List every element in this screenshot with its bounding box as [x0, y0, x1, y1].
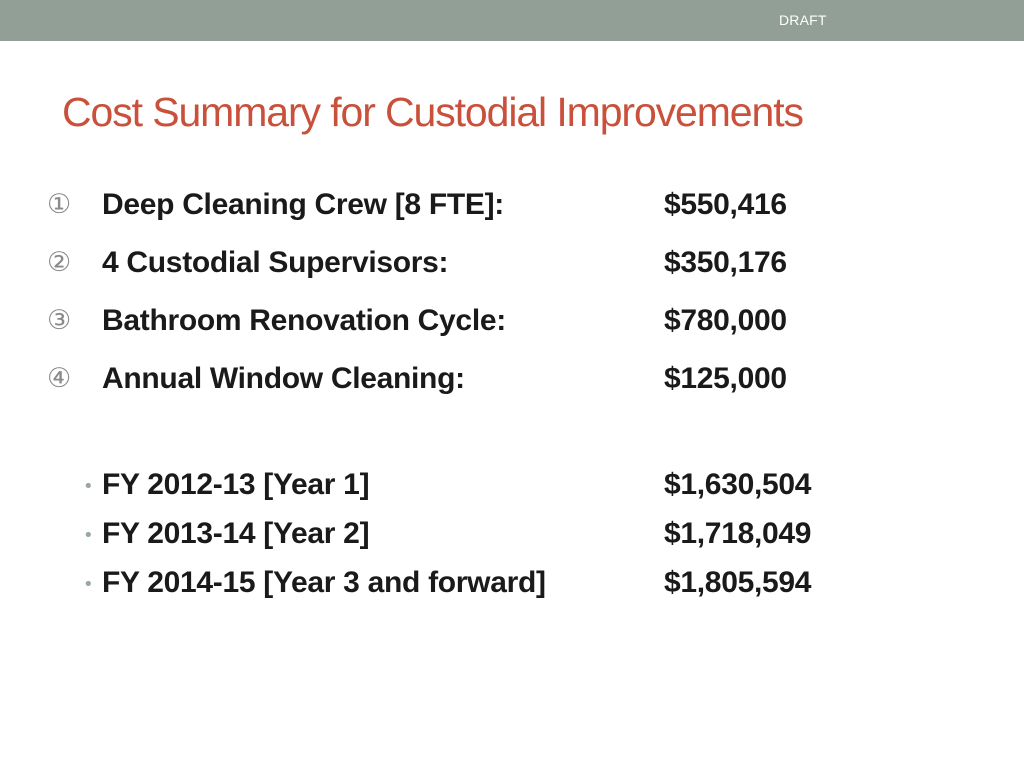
- bullet-icon: •: [83, 574, 94, 595]
- year-total-label: FY 2013-14 [Year 2]: [102, 517, 370, 550]
- bullet-icon: •: [83, 476, 94, 497]
- year-total-label: FY 2014-15 [Year 3 and forward]: [102, 566, 546, 599]
- year-total-value: $1,805,594: [664, 566, 812, 599]
- cost-item-label: Annual Window Cleaning:: [102, 362, 465, 395]
- bullet-icon: •: [83, 525, 94, 546]
- slide-title: Cost Summary for Custodial Improvements: [62, 89, 803, 135]
- year-total-label: FY 2012-13 [Year 1]: [102, 468, 370, 501]
- cost-item-value: $780,000: [664, 304, 787, 337]
- circled-number-two: ②: [47, 247, 72, 278]
- year-total-value: $1,718,049: [664, 517, 812, 550]
- cost-item-value: $125,000: [664, 362, 787, 395]
- header-bar: [0, 0, 1024, 41]
- cost-item-value: $550,416: [664, 188, 787, 221]
- circled-number-one: ①: [47, 189, 72, 220]
- cost-item-label: 4 Custodial Supervisors:: [102, 246, 449, 279]
- circled-number-three: ③: [47, 305, 72, 336]
- year-total-value: $1,630,504: [664, 468, 812, 501]
- draft-label: DRAFT: [779, 12, 827, 28]
- cost-item-value: $350,176: [664, 246, 787, 279]
- cost-item-label: Deep Cleaning Crew [8 FTE]:: [102, 188, 504, 221]
- cost-item-label: Bathroom Renovation Cycle:: [102, 304, 506, 337]
- circled-number-four: ④: [47, 363, 72, 394]
